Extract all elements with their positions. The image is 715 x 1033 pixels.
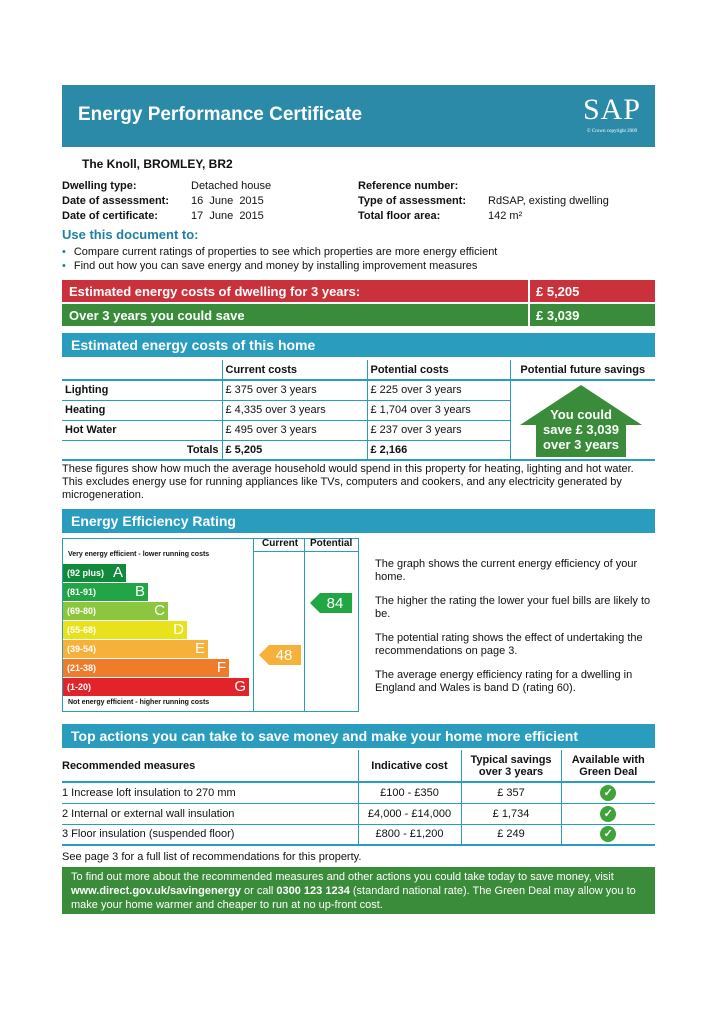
savings-house-icon <box>518 383 644 458</box>
totals-row: Totals £ 5,205 £ 2,166 <box>62 440 655 460</box>
list-item: • Find out how you can save energy and money by installing improvement measures <box>62 260 478 272</box>
table-row: 2 Internal or external wall insulation £4,000 - £14,000 £ 1,734 ✓ <box>62 803 655 824</box>
actions-table: Recommended measures Indicative cost Typical savings over 3 years Available with Green Deal 1 Increase loft insulation to 270 mm £100 - £350 £ 357 ✓ 2 Internal or external wall insulation £4,000 - £14,000 £ 1,734 ✓ 3 Floor insulation (suspended floor) £800 - £1,200 £ 249 ✓ <box>62 750 655 846</box>
rating-band-f: (21-38) F <box>63 659 229 677</box>
details-right-values: RdSAP, existing dwelling 142 m² <box>488 195 609 222</box>
use-title: Use this document to: <box>62 227 199 242</box>
potential-rating-arrow <box>310 593 352 618</box>
sap-logo: SAP © Crown copyright 2009 <box>582 93 641 134</box>
costs-table: Current costs Potential costs Potential future savings Lighting £ 375 over 3 years £ 225 over 3 years Heating £ 4,335 over 3 years £ 1,704 over 3 years Hot Water £ 495 over 3 years £ 237 over 3 years Totals £ 5,205 £ 2,166 <box>62 360 655 461</box>
footer-link[interactable]: www.direct.gov.uk/savingenergy <box>71 885 241 897</box>
footer-info: To find out more about the recommended measures and other actions you could take today to save money, visit www.direct.gov.uk/savingenergy or call 0300 123 1234 (standard national rate). The Green Deal may allow you to make your home warmer and cheaper to run at no up-front cost. <box>62 867 655 914</box>
certificate-header <box>62 85 655 147</box>
rating-band-c: (69-80) C <box>63 602 168 620</box>
svg-text:48: 48 <box>275 647 293 665</box>
green-deal-check-icon: ✓ <box>600 806 616 822</box>
svg-text:over 3 years: over 3 years <box>543 437 619 452</box>
details-left-values: Detached house 16 June 2015 17 June 2015 <box>191 180 272 222</box>
table-row: 1 Increase loft insulation to 270 mm £100 - £350 £ 357 ✓ <box>62 782 655 803</box>
table-row: Hot Water £ 495 over 3 years £ 237 over 3 years <box>62 420 655 440</box>
green-deal-check-icon: ✓ <box>600 826 616 842</box>
rating-explanation: The graph shows the current energy efficiency of your home. The higher the rating the lower your fuel bills are likely to be. The potential rating shows the effect of undertaking the recommendations on page 3. The average energy efficiency rating for a dwelling in England and Wales is band D (rating 60). <box>375 558 651 694</box>
details-left: Dwelling type: Date of assessment: Date of certificate: <box>62 180 169 222</box>
rating-band-b: (81-91) B <box>63 583 148 601</box>
section-efficiency-rating: Energy Efficiency Rating <box>62 509 655 533</box>
rating-band-g: (1-20) G <box>63 678 249 696</box>
svg-text:84: 84 <box>326 595 344 613</box>
table-row: Lighting £ 375 over 3 years £ 225 over 3 years <box>62 380 655 400</box>
section-top-actions: Top actions you can take to save money and make your home more efficient <box>62 724 655 748</box>
rating-band-d: (55-68) D <box>63 621 187 639</box>
see-page-note: See page 3 for a full list of recommendations for this property. <box>62 851 362 863</box>
green-deal-check-icon: ✓ <box>600 785 616 801</box>
property-address: The Knoll, BROMLEY, BR2 <box>82 157 233 171</box>
column-current: Current <box>262 538 299 549</box>
rating-top-note: Very energy efficient - lower running costs <box>68 551 210 558</box>
rating-band-e: (39-54) E <box>63 640 208 658</box>
table-row: Heating £ 4,335 over 3 years £ 1,704 over 3 years <box>62 400 655 420</box>
savings-bar: Over 3 years you could save £ 3,039 <box>62 304 655 326</box>
column-potential: Potential <box>310 538 353 549</box>
list-item: • Compare current ratings of properties to see which properties are more energy efficient <box>62 246 498 258</box>
table-row: 3 Floor insulation (suspended floor) £800 - £1,200 £ 249 ✓ <box>62 824 655 845</box>
rating-bottom-note: Not energy efficient - higher running costs <box>68 699 210 706</box>
page-title: Energy Performance Certificate <box>78 104 363 125</box>
use-bullets <box>62 245 497 273</box>
rating-band-a: (92 plus) A <box>63 564 126 582</box>
details-right: Reference number: Type of assessment: Total floor area: <box>358 180 467 222</box>
estimated-cost-bar: Estimated energy costs of dwelling for 3 years: £ 5,205 <box>62 280 655 302</box>
svg-text:save £ 3,039: save £ 3,039 <box>543 422 619 437</box>
section-estimated-costs: Estimated energy costs of this home <box>62 333 655 357</box>
current-rating-arrow <box>259 645 301 670</box>
svg-text:You could: You could <box>550 407 612 422</box>
costs-note: These figures show how much the average household would spend in this property for heating, lighting and hot water. This excludes energy use for running appliances like TVs, computers and cookers, and any electricity generated by microgeneration. <box>62 463 634 501</box>
